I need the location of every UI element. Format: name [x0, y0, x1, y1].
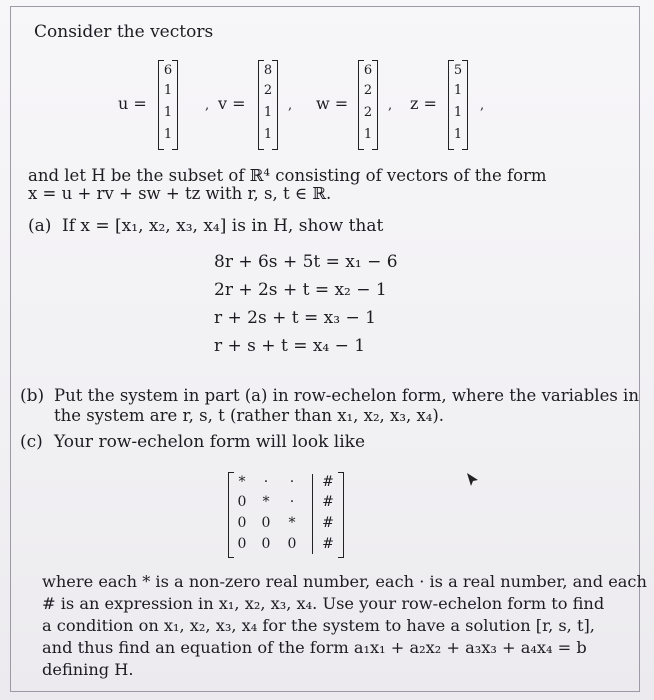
- matrix-cell: #: [322, 494, 334, 510]
- vector-z-entry: 1: [453, 105, 463, 120]
- matrix-cell: 0: [287, 536, 297, 552]
- comma: ,: [480, 98, 485, 113]
- equation-4: r + s + t = x₄ − 1: [214, 336, 366, 356]
- vector-v-label: v =: [218, 94, 246, 113]
- part-b-label: (b): [20, 386, 45, 406]
- vector-u-entry: 1: [163, 105, 173, 120]
- vector-w-entry: 2: [363, 105, 373, 120]
- matrix-cell: *: [238, 474, 246, 490]
- matrix-cell: 0: [237, 494, 247, 510]
- part-a-text: If x = [x₁, x₂, x₃, x₄] is in H, show that: [62, 216, 384, 236]
- part-b-line-1: Put the system in part (a) in row-echelon form, where the variables in: [54, 386, 639, 405]
- matrix-cell: ·: [289, 494, 295, 510]
- vector-w-entry: 2: [363, 83, 373, 98]
- vector-z-entry: 1: [453, 127, 463, 142]
- vector-u-entry: 1: [163, 83, 173, 98]
- mouse-cursor-icon: [466, 472, 480, 488]
- vector-z-entry: 1: [453, 83, 463, 98]
- vector-u-entry: 1: [163, 127, 173, 142]
- vector-z-label: z =: [410, 94, 437, 113]
- part-c-para-line-2: # is an expression in x₁, x₂, x₃, x₄. Use your row-echelon form to find: [42, 594, 605, 613]
- equation-1: 8r + 6s + 5t = x₁ − 6: [214, 252, 398, 272]
- vector-v-entry: 1: [263, 127, 273, 142]
- vector-u: [158, 60, 178, 150]
- matrix-cell: ·: [263, 474, 269, 490]
- part-c-para-line-1: where each * is a non-zero real number, each · is a real number, and each: [42, 572, 647, 591]
- vector-v-entry: 8: [263, 63, 273, 78]
- part-c-label: (c): [20, 432, 43, 452]
- vector-w-label: w =: [316, 94, 349, 113]
- row-echelon-matrix: [228, 472, 344, 558]
- part-a-label: (a): [28, 216, 52, 236]
- matrix-cell: #: [322, 474, 334, 490]
- vector-w-entry: 1: [363, 127, 373, 142]
- intro-text: Consider the vectors: [34, 22, 214, 42]
- vector-z-entry: 5: [453, 63, 463, 78]
- vector-v-entry: 1: [263, 105, 273, 120]
- part-c-para-line-5: defining H.: [42, 660, 134, 679]
- matrix-cell: #: [322, 515, 334, 531]
- matrix-cell: #: [322, 536, 334, 552]
- vector-v-entry: 2: [263, 83, 273, 98]
- comma: ,: [388, 98, 393, 113]
- equation-2: 2r + 2s + t = x₂ − 1: [214, 280, 387, 300]
- vector-w-entry: 6: [363, 63, 373, 78]
- matrix-cell: *: [262, 494, 270, 510]
- comma: ,: [288, 98, 293, 113]
- matrix-cell: *: [288, 515, 296, 531]
- definition-line-2: x = u + rv + sw + tz with r, s, t ∈ ℝ.: [28, 184, 332, 203]
- part-b-line-2: the system are r, s, t (rather than x₁, x₂, x₃, x₄).: [54, 406, 445, 425]
- matrix-cell: 0: [261, 515, 271, 531]
- matrix-cell: 0: [237, 536, 247, 552]
- vector-w: [358, 60, 378, 150]
- matrix-cell: 0: [237, 515, 247, 531]
- vector-v: [258, 60, 278, 150]
- part-c-para-line-4: and thus find an equation of the form a₁x₁ + a₂x₂ + a₃x₃ + a₄x₄ = b: [42, 638, 587, 657]
- definition-line-1: and let H be the subset of ℝ⁴ consisting of vectors of the form: [28, 166, 547, 185]
- vector-u-label: u =: [118, 94, 147, 113]
- part-c-text: Your row-echelon form will look like: [54, 432, 366, 452]
- vector-u-entry: 6: [163, 63, 173, 78]
- equation-3: r + 2s + t = x₃ − 1: [214, 308, 376, 328]
- matrix-cell: ·: [289, 474, 295, 490]
- matrix-cell: 0: [261, 536, 271, 552]
- vector-z: [448, 60, 468, 150]
- part-c-para-line-3: a condition on x₁, x₂, x₃, x₄ for the system to have a solution [r, s, t],: [42, 616, 595, 635]
- comma: ,: [205, 98, 210, 113]
